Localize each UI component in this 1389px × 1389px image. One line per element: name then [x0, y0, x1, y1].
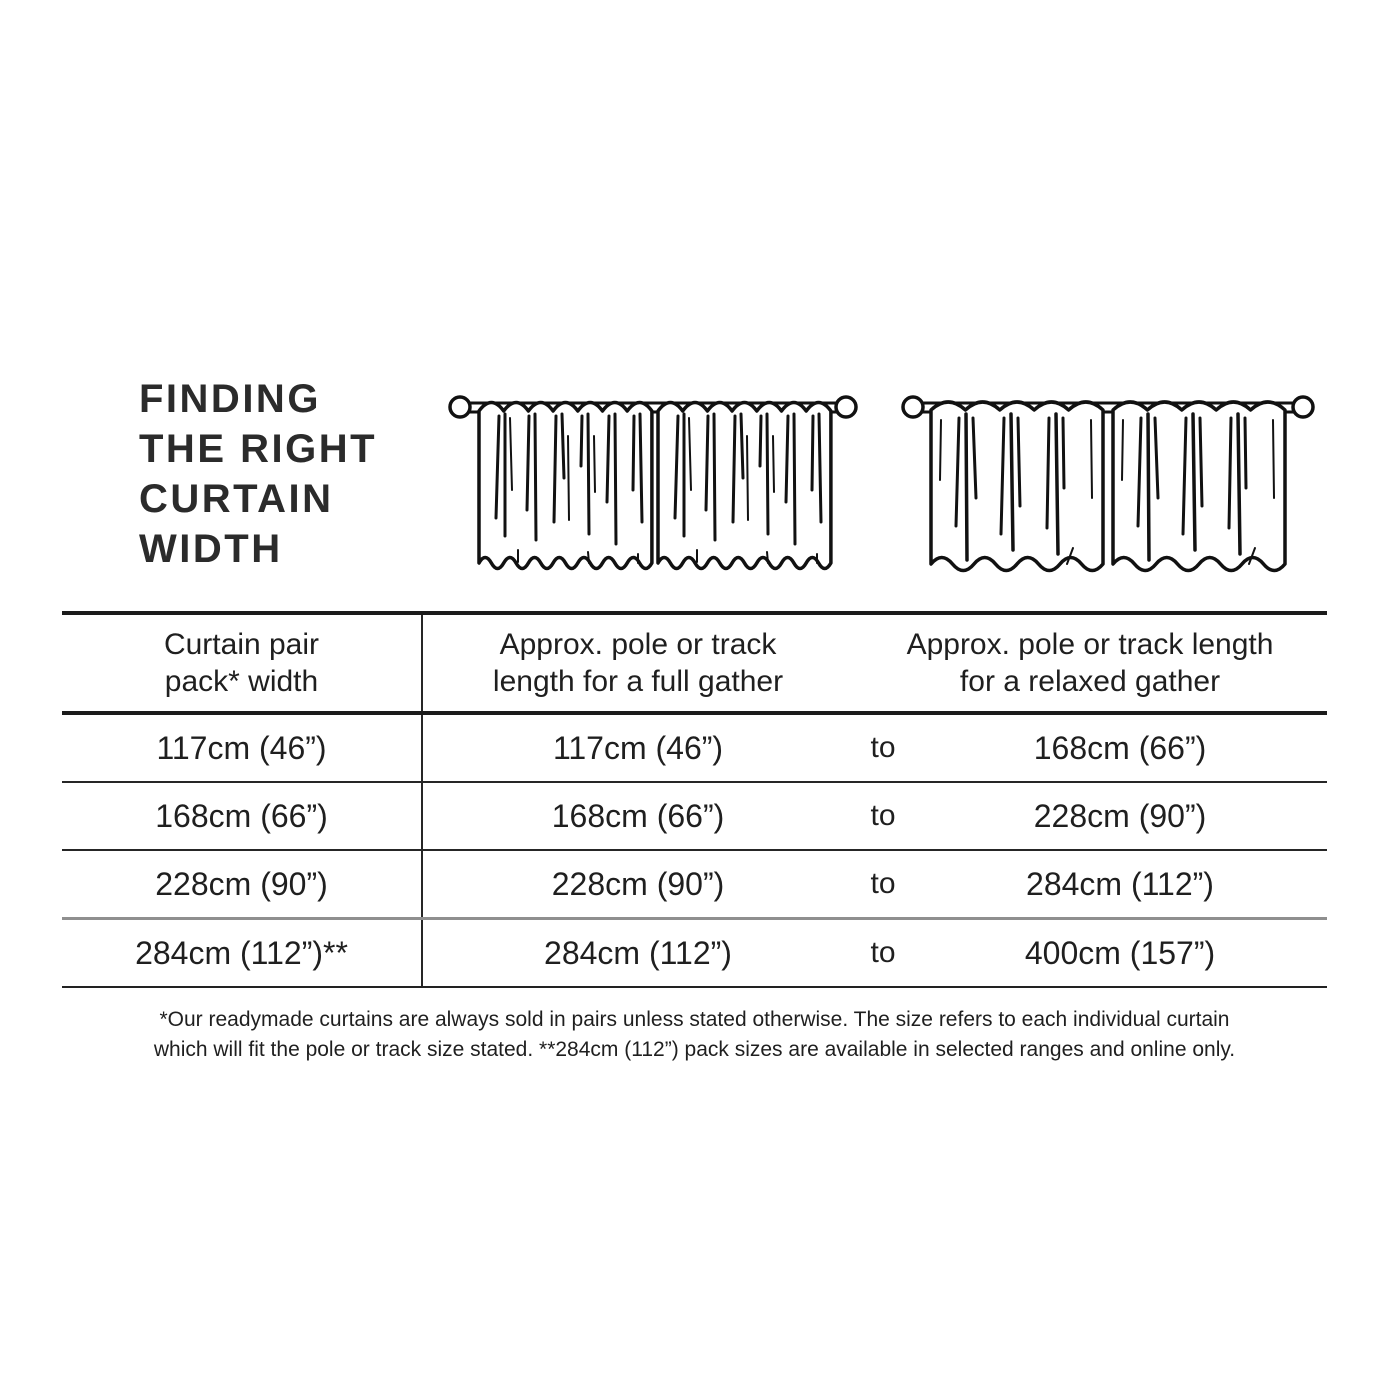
page-title-line: CURTAIN	[139, 477, 334, 521]
header-relaxed-gather-length	[853, 615, 1327, 711]
curtains-relaxed-gather-illustration	[901, 378, 1315, 581]
footnote-line: *Our readymade curtains are always sold in pairs unless stated otherwise. The size refers to each individual curtain	[159, 1008, 1230, 1031]
table-header-row	[62, 615, 1327, 715]
curtain-size-table	[62, 611, 1327, 988]
cell-relaxed-gather: 400cm (157”)	[1024, 934, 1216, 971]
page-title-line: THE RIGHT	[139, 427, 378, 471]
page-title-line: WIDTH	[139, 527, 283, 571]
header-line: pack* width	[164, 665, 319, 698]
curtains-full-gather-illustration	[448, 378, 858, 579]
cell-relaxed-gather: 284cm (112”)	[1026, 865, 1214, 902]
cell-relaxed-gather: 228cm (90”)	[1033, 797, 1207, 834]
table-row	[62, 715, 1327, 783]
cell-full-gather: 168cm (66”)	[551, 797, 725, 834]
footnote	[0, 1005, 1389, 1065]
cell-full-gather: 228cm (90”)	[551, 865, 725, 902]
cell-pack-width: 168cm (66”)	[62, 783, 423, 849]
header-full-gather-length	[423, 615, 853, 711]
page-title-line: FINDING	[139, 377, 321, 421]
table-row	[62, 851, 1327, 920]
cell-relaxed-gather: 168cm (66”)	[1033, 729, 1207, 766]
header-curtain-pair-pack-width	[62, 615, 423, 711]
cell-to-joiner: to	[870, 936, 896, 969]
cell-pack-width: 284cm (112”)**	[62, 920, 423, 986]
cell-pack-width: 117cm (46”)	[62, 715, 423, 781]
header-line: Approx. pole or track length	[906, 628, 1274, 661]
header-line: Approx. pole or track	[499, 628, 777, 661]
cell-to-joiner: to	[870, 867, 896, 900]
header-line: for a relaxed gather	[959, 665, 1221, 698]
table-row	[62, 920, 1327, 986]
footnote-line: which will fit the pole or track size stated. **284cm (112”) pack sizes are available in selected ranges and online only.	[153, 1038, 1236, 1061]
cell-to-joiner: to	[870, 799, 896, 832]
page-title	[139, 374, 377, 574]
header-line: Curtain pair	[163, 628, 320, 661]
cell-pack-width: 228cm (90”)	[62, 851, 423, 917]
cell-full-gather: 284cm (112”)	[544, 934, 732, 971]
cell-full-gather: 117cm (46”)	[552, 729, 724, 766]
header-line: length for a full gather	[492, 665, 784, 698]
cell-to-joiner: to	[870, 731, 896, 764]
table-row	[62, 783, 1327, 851]
